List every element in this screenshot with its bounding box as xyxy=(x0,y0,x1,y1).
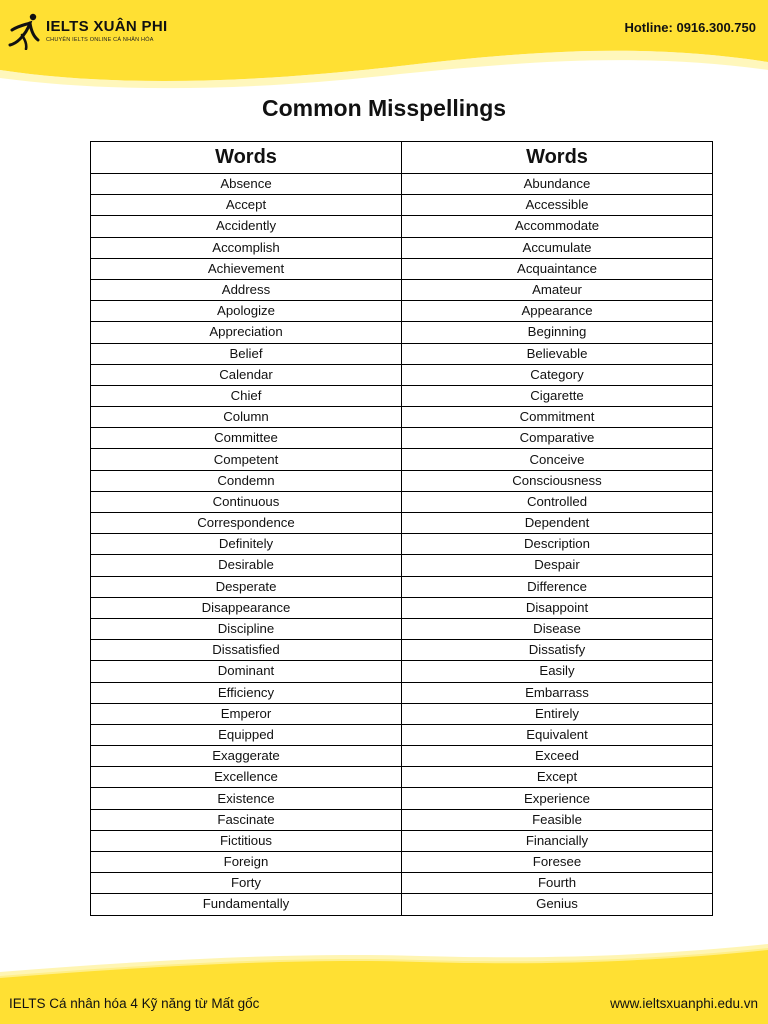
word-cell-left: Accidently xyxy=(91,216,402,237)
word-cell-left: Fundamentally xyxy=(91,894,402,915)
word-cell-right: Comparative xyxy=(402,428,713,449)
table-row xyxy=(91,216,713,237)
table-row xyxy=(91,661,713,682)
word-cell-right: Foresee xyxy=(402,852,713,873)
word-cell-left: Achievement xyxy=(91,258,402,279)
table-row xyxy=(91,576,713,597)
word-cell-left: Column xyxy=(91,407,402,428)
word-cell-right: Conceive xyxy=(402,449,713,470)
table-row xyxy=(91,682,713,703)
table-row xyxy=(91,746,713,767)
table-header-row xyxy=(91,142,713,174)
word-cell-left: Competent xyxy=(91,449,402,470)
footer-website-link[interactable]: www.ieltsxuanphi.edu.vn xyxy=(610,996,758,1011)
word-cell-left: Fictitious xyxy=(91,830,402,851)
word-cell-right: Amateur xyxy=(402,279,713,300)
word-cell-left: Accomplish xyxy=(91,237,402,258)
table-row xyxy=(91,534,713,555)
word-cell-left: Exaggerate xyxy=(91,746,402,767)
table-row xyxy=(91,301,713,322)
word-cell-right: Description xyxy=(402,534,713,555)
word-cell-right: Disease xyxy=(402,618,713,639)
word-cell-left: Address xyxy=(91,279,402,300)
word-cell-right: Despair xyxy=(402,555,713,576)
word-cell-right: Easily xyxy=(402,661,713,682)
word-cell-left: Belief xyxy=(91,343,402,364)
table-row xyxy=(91,597,713,618)
word-cell-right: Embarrass xyxy=(402,682,713,703)
word-cell-left: Accept xyxy=(91,195,402,216)
table-row xyxy=(91,385,713,406)
table-row xyxy=(91,470,713,491)
word-cell-right: Cigarette xyxy=(402,385,713,406)
word-cell-left: Desirable xyxy=(91,555,402,576)
footer-slogan: IELTS Cá nhân hóa 4 Kỹ năng từ Mất gốc xyxy=(9,996,260,1011)
table-row xyxy=(91,322,713,343)
table-row xyxy=(91,428,713,449)
word-cell-right: Financially xyxy=(402,830,713,851)
word-cell-left: Absence xyxy=(91,174,402,195)
word-cell-left: Existence xyxy=(91,788,402,809)
table-row xyxy=(91,830,713,851)
word-cell-left: Efficiency xyxy=(91,682,402,703)
word-cell-right: Entirely xyxy=(402,703,713,724)
word-cell-right: Consciousness xyxy=(402,470,713,491)
word-cell-left: Discipline xyxy=(91,618,402,639)
table-row xyxy=(91,174,713,195)
word-cell-left: Apologize xyxy=(91,301,402,322)
word-cell-left: Desperate xyxy=(91,576,402,597)
table-row xyxy=(91,788,713,809)
word-cell-right: Exceed xyxy=(402,746,713,767)
table-row xyxy=(91,852,713,873)
word-cell-right: Dependent xyxy=(402,513,713,534)
table-row xyxy=(91,195,713,216)
table-row xyxy=(91,237,713,258)
word-cell-left: Emperor xyxy=(91,703,402,724)
table-row xyxy=(91,258,713,279)
word-cell-left: Excellence xyxy=(91,767,402,788)
word-cell-left: Continuous xyxy=(91,491,402,512)
word-cell-right: Commitment xyxy=(402,407,713,428)
word-cell-right: Category xyxy=(402,364,713,385)
word-cell-right: Accommodate xyxy=(402,216,713,237)
word-cell-right: Experience xyxy=(402,788,713,809)
word-cell-right: Abundance xyxy=(402,174,713,195)
word-cell-left: Appreciation xyxy=(91,322,402,343)
hotline-text[interactable]: Hotline: 0916.300.750 xyxy=(624,20,756,35)
word-cell-left: Definitely xyxy=(91,534,402,555)
word-cell-left: Disappearance xyxy=(91,597,402,618)
table-row xyxy=(91,364,713,385)
word-cell-left: Calendar xyxy=(91,364,402,385)
table-row xyxy=(91,343,713,364)
word-cell-left: Equipped xyxy=(91,724,402,745)
table-row xyxy=(91,491,713,512)
word-cell-right: Difference xyxy=(402,576,713,597)
word-cell-right: Beginning xyxy=(402,322,713,343)
table-body xyxy=(91,174,713,916)
word-cell-left: Dominant xyxy=(91,661,402,682)
word-cell-right: Acquaintance xyxy=(402,258,713,279)
word-cell-left: Chief xyxy=(91,385,402,406)
word-cell-right: Equivalent xyxy=(402,724,713,745)
brand-name: IELTS XUÂN PHI xyxy=(46,18,168,35)
word-cell-right: Appearance xyxy=(402,301,713,322)
word-cell-left: Correspondence xyxy=(91,513,402,534)
column-header-left: Words xyxy=(91,142,402,174)
word-cell-left: Committee xyxy=(91,428,402,449)
page-title: Common Misspellings xyxy=(261,95,507,121)
table-row xyxy=(91,703,713,724)
table-row xyxy=(91,894,713,915)
running-figure-icon xyxy=(8,12,42,50)
table-row xyxy=(91,809,713,830)
word-cell-left: Fascinate xyxy=(91,809,402,830)
brand-logo[interactable] xyxy=(8,12,167,50)
word-cell-right: Dissatisfy xyxy=(402,640,713,661)
misspellings-table xyxy=(90,141,713,916)
table-row xyxy=(91,449,713,470)
brand-tagline: CHUYÊN IELTS ONLINE CÁ NHÂN HÓA xyxy=(46,37,154,43)
word-cell-right: Except xyxy=(402,767,713,788)
table-row xyxy=(91,279,713,300)
word-cell-right: Fourth xyxy=(402,873,713,894)
table-row xyxy=(91,513,713,534)
word-cell-right: Believable xyxy=(402,343,713,364)
word-cell-left: Forty xyxy=(91,873,402,894)
word-cell-left: Dissatisfied xyxy=(91,640,402,661)
table-row xyxy=(91,873,713,894)
table-row xyxy=(91,724,713,745)
table-row xyxy=(91,618,713,639)
word-cell-right: Controlled xyxy=(402,491,713,512)
table-row xyxy=(91,767,713,788)
word-cell-left: Condemn xyxy=(91,470,402,491)
word-cell-right: Feasible xyxy=(402,809,713,830)
table-row xyxy=(91,555,713,576)
footer-wave-band xyxy=(0,942,768,1024)
word-cell-right: Accessible xyxy=(402,195,713,216)
word-cell-left: Foreign xyxy=(91,852,402,873)
word-cell-right: Accumulate xyxy=(402,237,713,258)
table-row xyxy=(91,640,713,661)
table-row xyxy=(91,407,713,428)
word-cell-right: Disappoint xyxy=(402,597,713,618)
column-header-right: Words xyxy=(402,142,713,174)
word-cell-right: Genius xyxy=(402,894,713,915)
